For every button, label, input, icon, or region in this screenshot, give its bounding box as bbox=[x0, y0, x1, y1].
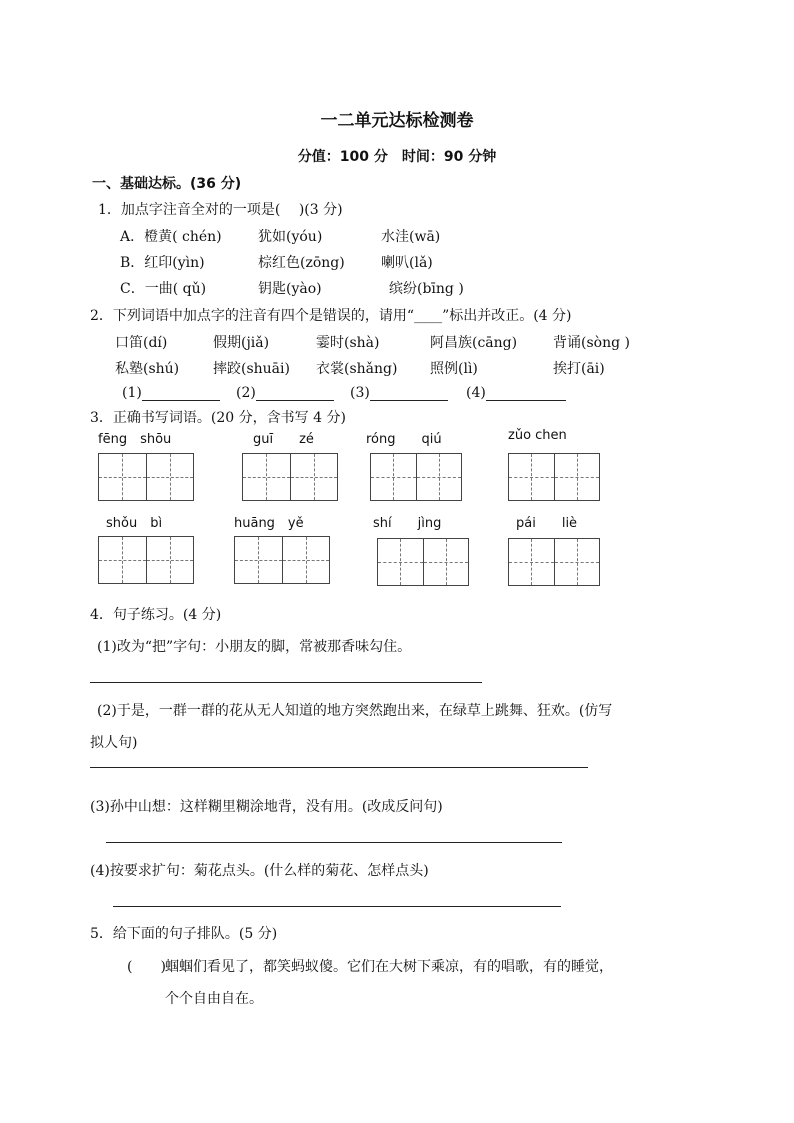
q2-word: 霎时(shà) bbox=[316, 335, 380, 351]
pinyin-label: fēng shōu bbox=[98, 432, 172, 447]
q2-word: 背诵(sòng ) bbox=[553, 335, 630, 351]
q2-blank[interactable] bbox=[466, 385, 566, 401]
q1-prompt: 1．加点字注音全对的一项是( )(3 分) bbox=[98, 202, 343, 218]
q4-sentence-2: (2)于是，一群一群的花从无人知道的地方突然跑出来，在绿草上跳舞、狂欢。(仿写 bbox=[97, 703, 613, 719]
q2-word: 私塾(shú) bbox=[115, 361, 180, 377]
q2-blank-label: (2) bbox=[236, 385, 256, 401]
answer-line[interactable] bbox=[113, 906, 561, 907]
q3-prompt: 3．正确书写词语。(20 分，含书写 4 分) bbox=[90, 410, 346, 426]
q2-blank-label: (3) bbox=[350, 385, 370, 401]
q2-blank[interactable] bbox=[236, 385, 334, 401]
q5-sentence-line1: 蝈蝈们看见了，都笑蚂蚁傻。它们在大树下乘凉，有的唱歌，有的睡觉， bbox=[165, 959, 613, 975]
q1-option-a3: 水洼(wā) bbox=[381, 229, 441, 245]
q2-word: 挨打(āi) bbox=[553, 361, 605, 377]
answer-line[interactable] bbox=[90, 767, 588, 768]
q2-prompt: 2．下列词语中加点字的注音有四个是错误的，请用“____”标出并改正。(4 分) bbox=[90, 308, 572, 324]
pinyin-label: shí jìng bbox=[373, 516, 442, 531]
q2-word: 衣裳(shǎng) bbox=[316, 361, 398, 377]
q4-sentence-3: (3)孙中山想：这样糊里糊涂地背，没有用。(改成反问句) bbox=[90, 799, 443, 815]
q1-option-a1: A．橙黄( chén) bbox=[120, 229, 222, 245]
q1-option-b3: 喇叭(lǎ) bbox=[381, 255, 433, 271]
writing-grid[interactable] bbox=[242, 453, 338, 501]
pinyin-label: róng qiú bbox=[366, 432, 442, 447]
pinyin-label: guī zé bbox=[253, 432, 314, 447]
q4-sentence-4: (4)按要求扩句：菊花点头。(什么样的菊花、怎样点头) bbox=[90, 863, 429, 879]
page-title: 一二单元达标检测卷 bbox=[320, 111, 474, 131]
q2-blank[interactable] bbox=[350, 385, 448, 401]
q1-option-c3: 缤纷(bīng ) bbox=[389, 281, 464, 297]
writing-grid[interactable] bbox=[370, 453, 462, 501]
q4-sentence-1: (1)改为“把”字句：小朋友的脚，常被那香味勾住。 bbox=[97, 639, 412, 655]
q5-order-blank[interactable]: ( ) bbox=[127, 959, 166, 975]
q1-option-a2: 犹如(yóu) bbox=[258, 229, 323, 245]
q1-option-b1: B．红印(yìn) bbox=[120, 255, 205, 271]
writing-grid[interactable] bbox=[377, 538, 469, 586]
q2-blank[interactable] bbox=[122, 385, 220, 401]
pinyin-label: shǒu bì bbox=[106, 516, 163, 531]
answer-line[interactable] bbox=[90, 682, 482, 683]
writing-grid[interactable] bbox=[234, 536, 330, 584]
q5-prompt: 5．给下面的句子排队。(5 分) bbox=[90, 926, 278, 942]
q2-word: 摔跤(shuāi) bbox=[213, 361, 290, 377]
q1-option-b2: 棕红色(zōng) bbox=[258, 255, 345, 271]
pinyin-label: pái liè bbox=[516, 516, 578, 531]
q4-prompt: 4．句子练习。(4 分) bbox=[90, 607, 222, 623]
q1-option-c1: C．一曲( qǔ) bbox=[120, 281, 207, 297]
writing-grid[interactable] bbox=[508, 538, 600, 586]
q1-option-c2: 钥匙(yào) bbox=[258, 281, 322, 297]
q2-word: 假期(jiǎ) bbox=[213, 335, 270, 351]
writing-grid[interactable] bbox=[508, 453, 600, 501]
q5-sentence-line2: 个个自由自在。 bbox=[165, 991, 263, 1007]
q2-word: 口笛(dí) bbox=[115, 335, 168, 351]
section-heading: 一、基础达标。(36 分) bbox=[92, 176, 242, 192]
q2-word: 阿昌族(cāng) bbox=[430, 335, 518, 351]
answer-line[interactable] bbox=[106, 842, 562, 843]
pinyin-label: huāng yě bbox=[234, 516, 304, 531]
q2-word: 照例(lì) bbox=[430, 361, 478, 377]
pinyin-label: zǔo chen bbox=[508, 428, 567, 443]
score-info: 分值：100 分 时间：90 分钟 bbox=[297, 149, 497, 165]
q2-blank-label: (1) bbox=[122, 385, 142, 401]
writing-grid[interactable] bbox=[98, 536, 194, 584]
q4-sentence-2-cont: 拟人句) bbox=[90, 735, 138, 751]
writing-grid[interactable] bbox=[98, 453, 194, 501]
q2-blank-label: (4) bbox=[466, 385, 486, 401]
